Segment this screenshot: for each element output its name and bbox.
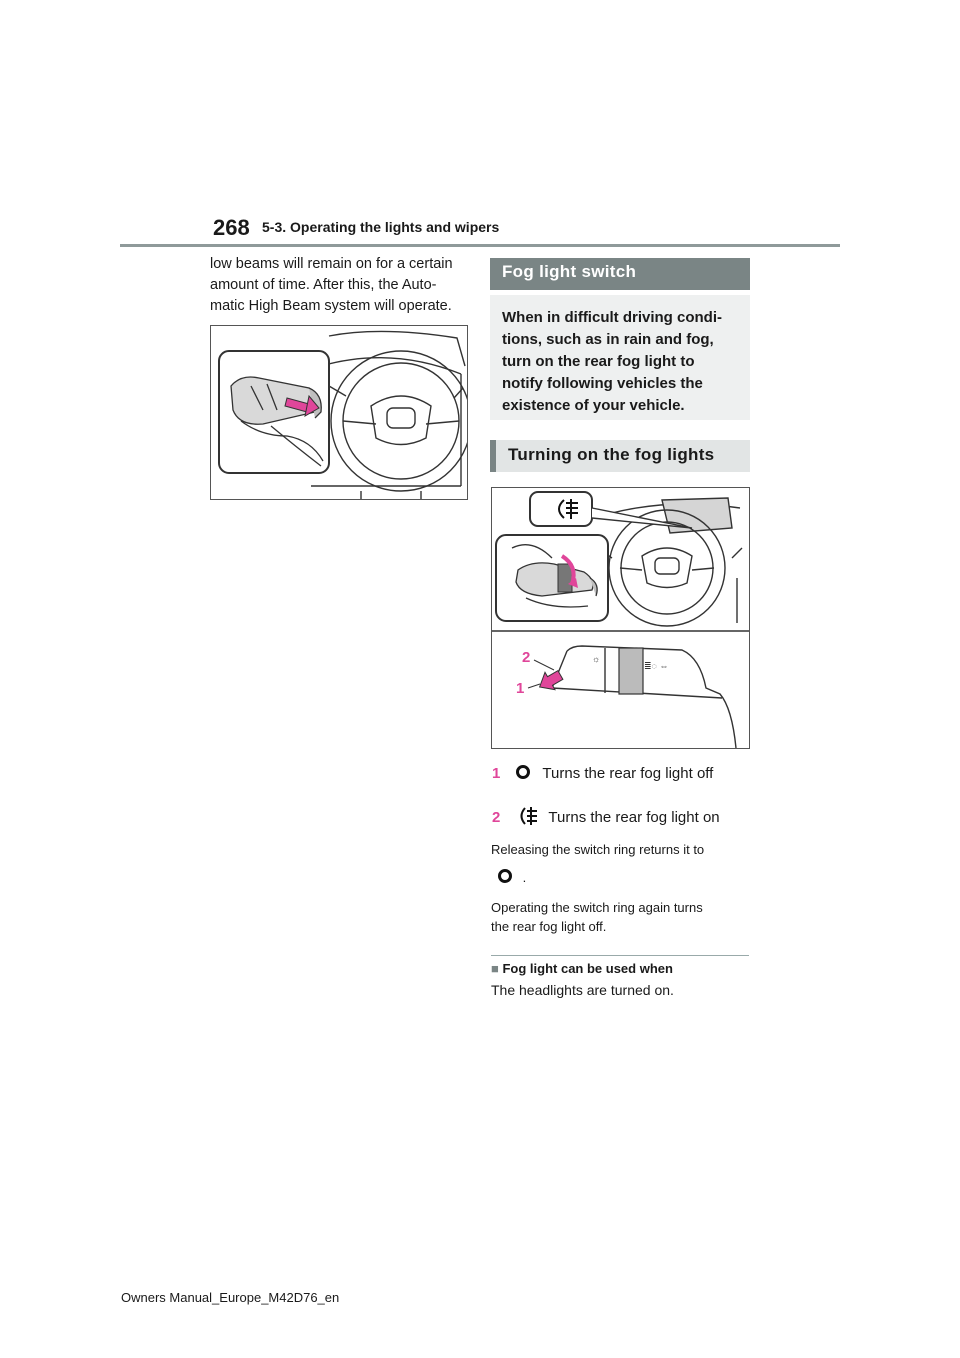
subheading-text: Fog light can be used when	[502, 961, 673, 976]
release-note: Releasing the switch ring returns it to	[491, 842, 705, 857]
fog-light-usage-subheading	[491, 961, 673, 976]
release-suffix: .	[522, 870, 527, 885]
step-number: 2	[492, 808, 501, 826]
intro-line: notify following vehicles the	[502, 375, 703, 392]
operating-line: the rear fog light off.	[491, 919, 607, 934]
paragraph-line: amount of time. After this, the Auto-	[210, 277, 437, 293]
fog-off-icon	[515, 764, 531, 784]
svg-text:≣◌ ⇔: ≣◌ ⇔	[644, 661, 669, 671]
intro-line: turn on the rear fog light to	[502, 353, 695, 370]
fog-light-intro-box	[490, 295, 750, 420]
operating-line: Operating the switch ring again turns	[491, 900, 703, 915]
svg-text:☼: ☼	[592, 654, 601, 664]
footer-manual-id: Owners Manual_Europe_M42D76_en	[121, 1290, 340, 1305]
step-2	[492, 806, 720, 830]
intro-line: tions, such as in rain and fog,	[502, 331, 714, 348]
rear-fog-light-icon	[517, 806, 539, 830]
intro-line: existence of your vehicle.	[502, 397, 685, 414]
operating-note	[491, 898, 749, 936]
callout-1: 1	[516, 680, 525, 697]
continued-paragraph	[210, 254, 465, 317]
step-1	[492, 764, 713, 784]
paragraph-line: matic High Beam system will operate.	[210, 298, 452, 314]
header-divider	[120, 244, 840, 247]
step-number: 1	[492, 764, 501, 782]
paragraph-line: low beams will remain on for a certain	[210, 256, 453, 272]
callout-2: 2	[522, 649, 531, 666]
square-bullet: ■	[491, 961, 499, 976]
turning-on-fog-lights-heading: Turning on the fog lights	[490, 440, 750, 472]
release-note-icon-line	[491, 868, 526, 889]
section-title: 5-3. Operating the lights and wipers	[262, 219, 500, 235]
section-divider	[491, 955, 749, 956]
page-number: 268	[213, 215, 250, 240]
fog-light-switch-heading: Fog light switch	[490, 258, 750, 290]
fog-light-usage-text: The headlights are turned on.	[491, 982, 674, 998]
fog-off-icon	[497, 868, 513, 889]
high-beam-lever-illustration	[210, 325, 468, 500]
step-text: Turns the rear fog light on	[548, 808, 720, 826]
fog-light-switch-illustration	[491, 487, 750, 749]
step-text: Turns the rear fog light off	[542, 764, 714, 782]
intro-line: When in difficult driving condi-	[502, 309, 722, 326]
